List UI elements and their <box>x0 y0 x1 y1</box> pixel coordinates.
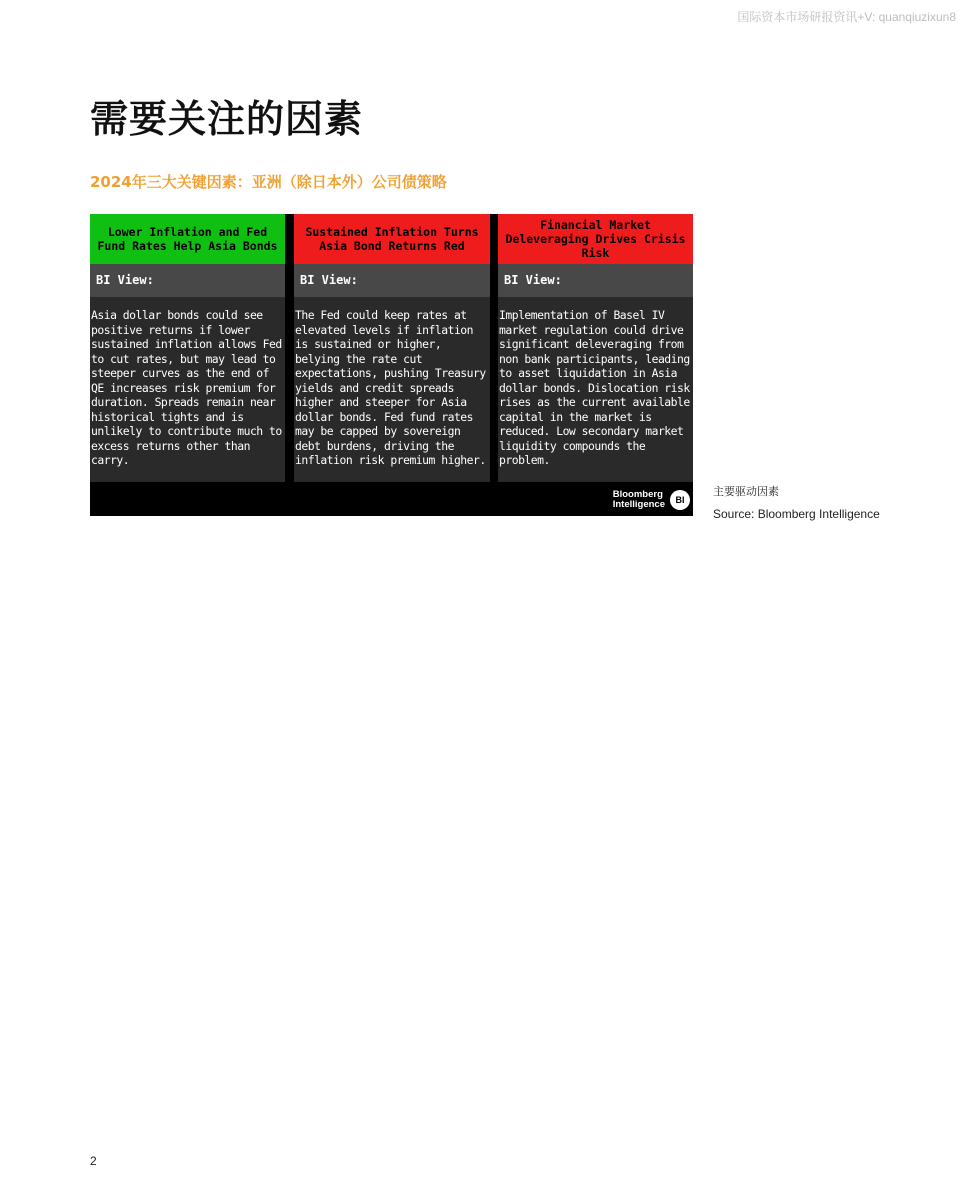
factor-column-lower-inflation <box>90 214 285 482</box>
page-title: 需要关注的因素 <box>90 97 364 141</box>
logo-line-2: Intelligence <box>612 499 665 510</box>
factor-description: Asia dollar bonds could see positive returns if lower sustained inflation allows Fed to cut rates, but may lead to steeper curves as the end of QE increases risk premium for duration. Spreads remain near historical tights and is unlikely to contribute much to excess returns other than carry. <box>90 297 285 482</box>
logo-line-1: Bloomberg <box>612 489 663 500</box>
bi-view-label: BI View: <box>90 264 285 297</box>
key-factors-figure <box>90 214 693 516</box>
factor-description: Implementation of Basel IV market regulation could drive significant deleveraging from non bank participants, leading to asset liquidation in Asia dollar bonds. Dislocation risk rises as the current available capital in the market is reduced. Low secondary market liquidity compounds the problem. <box>498 297 693 482</box>
bloomberg-intelligence-logo <box>613 490 690 510</box>
figure-source: Source: Bloomberg Intelligence <box>713 507 880 521</box>
factor-column-deleveraging <box>498 214 693 482</box>
figure-caption: 主要驱动因素 <box>713 485 779 498</box>
factor-header: Lower Inflation and Fed Fund Rates Help Asia Bonds <box>90 214 285 264</box>
factor-column-sustained-inflation <box>294 214 490 482</box>
bi-view-label: BI View: <box>498 264 693 297</box>
watermark-text: 国际资本市场研报资讯+V: quanqiuzixun8 <box>737 10 956 24</box>
page-number: 2 <box>90 1154 97 1168</box>
logo-wordmark <box>613 490 665 510</box>
bi-badge-icon: BI <box>670 490 690 510</box>
factor-header: Sustained Inflation Turns Asia Bond Returns Red <box>294 214 490 264</box>
factor-header: Financial Market Deleveraging Drives Crisis Risk <box>498 214 693 264</box>
section-subtitle: 2024年三大关键因素：亚洲（除日本外）公司债策略 <box>90 173 447 191</box>
factor-description: The Fed could keep rates at elevated levels if inflation is sustained or higher, belying the rate cut expectations, pushing Treasury yields and credit spreads higher and steeper for Asia dollar bonds. Fed fund rates may be capped by sovereign debt burdens, driving the inflation risk premium higher. <box>294 297 490 482</box>
bi-view-label: BI View: <box>294 264 490 297</box>
